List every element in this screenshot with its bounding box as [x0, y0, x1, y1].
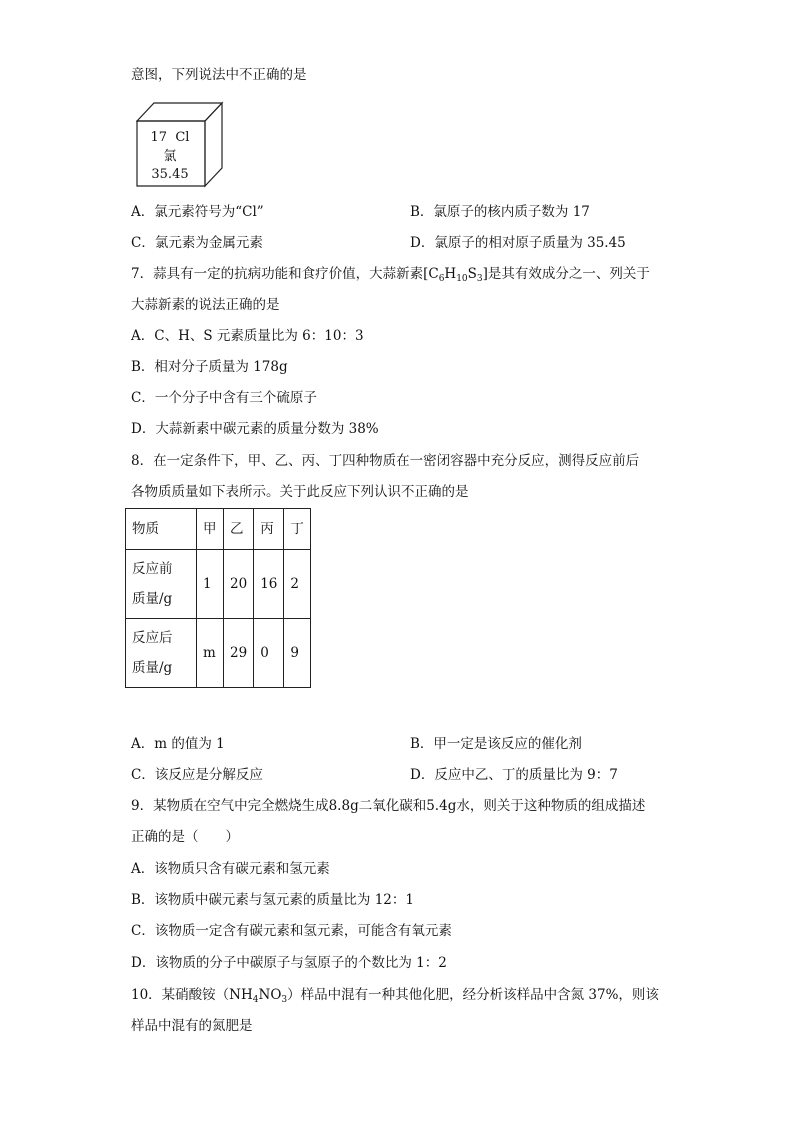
- formula-sub-s: 3: [476, 274, 483, 284]
- table-cell: m: [197, 619, 224, 688]
- element-symbol: Cl: [175, 130, 190, 145]
- q10-stem-line1: [131, 986, 659, 1004]
- q6-option-a: A．氯元素符号为“Cl”: [131, 204, 264, 220]
- table-header-cell: 物质: [126, 509, 197, 550]
- q8-option-a: A．m 的值为 1: [131, 736, 225, 752]
- table-header-cell: 丁: [284, 509, 311, 550]
- q9-option-a: A．该物质只含有碳元素和氢元素: [131, 861, 330, 877]
- element-mass: 35.45: [151, 167, 189, 182]
- mass-table: [125, 508, 311, 688]
- table-row: [126, 619, 311, 688]
- q8-stem-line1: 8．在一定条件下，甲、乙、丙、丁四种物质在一密闭容器中充分反应，测得反应前后: [131, 453, 640, 469]
- row-label-line1: 反应后: [132, 630, 173, 646]
- q7-option-c: C．一个分子中含有三个硫原子: [131, 390, 317, 406]
- table-cell: 0: [254, 619, 284, 688]
- q7-stem-line2: 大蒜新素的说法正确的是: [131, 297, 280, 313]
- q7-stem-text-rest: ]是其有效成分之一、列关于: [482, 266, 650, 282]
- q7-stem-line1: [131, 265, 650, 283]
- q8-option-d: D．反应中乙、丁的质量比为 9：7: [410, 767, 618, 783]
- q9-stem-text-rest: 水，则关于这种物质的组成描述: [456, 798, 646, 814]
- table-header-cell: 乙: [224, 509, 254, 550]
- q6-option-b: B．氯原子的核内质子数为 17: [410, 204, 590, 220]
- table-header-cell: 甲: [197, 509, 224, 550]
- q7-option-a: A．C、H、S 元素质量比为 6：10：3: [131, 328, 364, 344]
- q8-option-c: C．该反应是分解反应: [131, 767, 263, 783]
- q9-option-d: D．该物质的分子中碳原子与氢原子的个数比为 1：2: [131, 955, 447, 971]
- q10-stem-line2: 样品中混有的氮肥是: [131, 1018, 253, 1034]
- table-cell: 2: [284, 550, 311, 619]
- q7-option-b: B．相对分子质量为 178g: [131, 359, 288, 375]
- table-cell: 1: [197, 550, 224, 619]
- q8-option-b: B．甲一定是该反应的催化剂: [410, 736, 582, 752]
- q9-stem-text: 9．某物质在空气中完全燃烧生成: [131, 798, 329, 814]
- formula-h: H: [444, 266, 457, 282]
- formula-sub-4: 4: [252, 995, 259, 1005]
- formula-sub-h: 10: [456, 274, 468, 284]
- table-cell: 16: [254, 550, 284, 619]
- row-label-line1: 反应前: [132, 561, 173, 577]
- q9-option-b: B．该物质中碳元素与氢元素的质量比为 12：1: [131, 892, 414, 908]
- q9-option-c: C．该物质一定含有碳元素和氢元素，可能含有氧元素: [131, 923, 452, 939]
- table-cell: 29: [224, 619, 254, 688]
- table-header-cell: 丙: [254, 509, 284, 550]
- table-cell: 20: [224, 550, 254, 619]
- table-row-label: [126, 550, 197, 619]
- q9-stem-line2: 正确的是（ ）: [131, 829, 239, 845]
- q10-stem-text-rest: ）样品中混有一种其他化肥，经分析该样品中含氮 37%，则该: [287, 987, 659, 1003]
- h2o-mass: 5.4g: [426, 798, 457, 814]
- q8-stem-line2: 各物质质量如下表所示。关于此反应下列认识不正确的是: [131, 484, 469, 500]
- formula-no: NO: [258, 987, 282, 1003]
- row-label-line2: 质量/g: [132, 591, 173, 607]
- co2-mass: 8.8g: [328, 798, 359, 814]
- formula-s: S: [467, 266, 477, 282]
- table-row: [126, 550, 311, 619]
- q9-stem-text-mid: 二氧化碳和: [358, 798, 427, 814]
- table-cell: 9: [284, 619, 311, 688]
- table-header-row: [126, 509, 311, 550]
- question-intro: 意图，下列说法中不正确的是: [131, 67, 307, 83]
- q7-option-d: D．大蒜新素中碳元素的质量分数为 38%: [131, 421, 379, 437]
- q6-option-c: C．氯元素为金属元素: [131, 235, 263, 251]
- table-row-label: [126, 619, 197, 688]
- q6-option-d: D．氯原子的相对原子质量为 35.45: [410, 235, 626, 251]
- formula-sub-c: 6: [438, 274, 445, 284]
- q10-stem-text: 10．某硝酸铵（NH: [131, 987, 253, 1003]
- element-name: 氯: [163, 149, 177, 164]
- row-label-line2: 质量/g: [132, 660, 173, 676]
- q7-stem-text: 7．蒜具有一定的抗病功能和食疗价值，大蒜新素[C: [131, 266, 439, 282]
- q9-stem-line1: [131, 797, 645, 815]
- element-number: 17: [150, 130, 168, 145]
- element-number-symbol: [137, 129, 203, 147]
- formula-sub-3: 3: [281, 995, 288, 1005]
